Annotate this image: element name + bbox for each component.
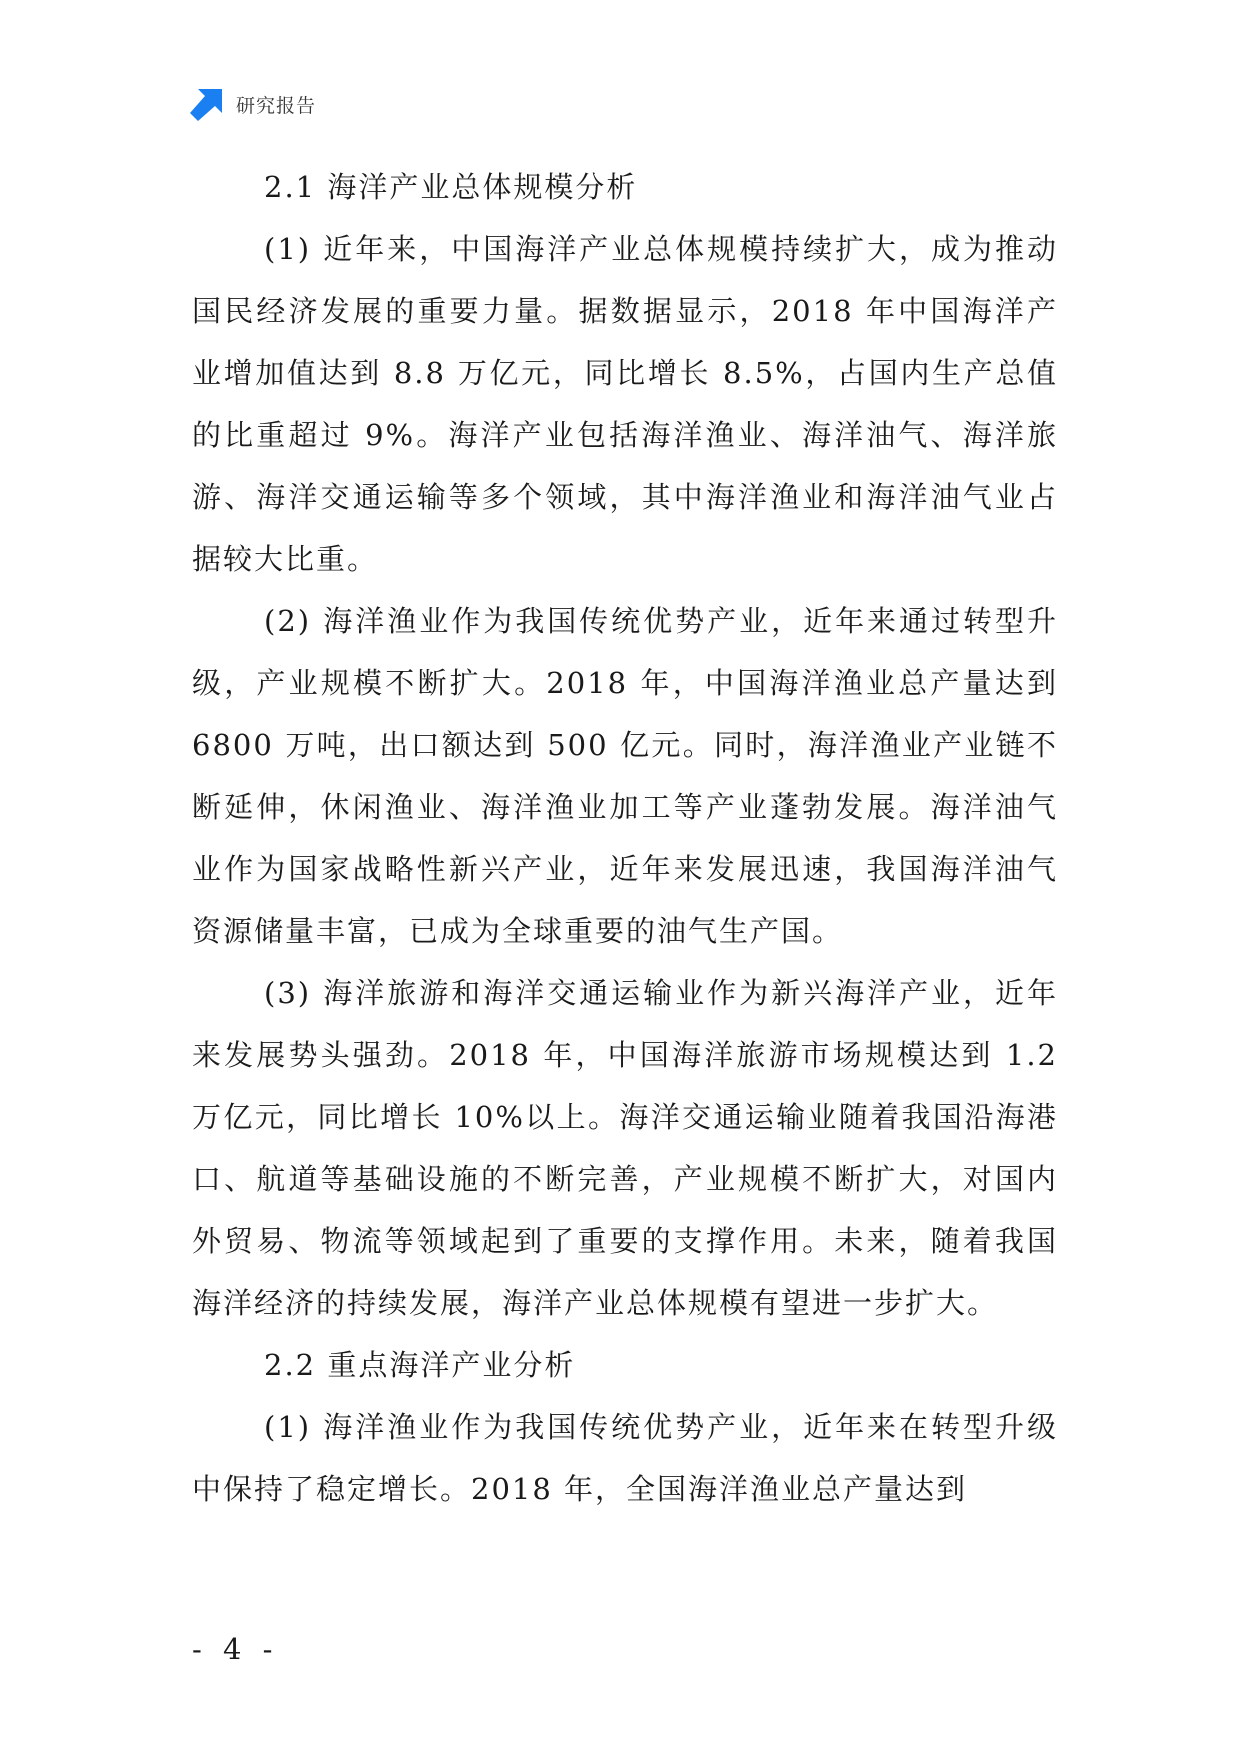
document-body — [192, 156, 1058, 1520]
arrow-up-right-icon — [190, 87, 224, 121]
page-number: - 4 - — [192, 1632, 279, 1666]
section-heading: 2.2 重点海洋产业分析 — [264, 1348, 576, 1382]
section-heading: 2.1 海洋产业总体规模分析 — [264, 170, 638, 204]
paragraph: (1) 近年来，中国海洋产业总体规模持续扩大，成为推动国民经济发展的重要力量。据数据显示，2018 年中国海洋产业增加值达到 8.8 万亿元，同比增长 8.5%，占国内生产总值的比重超过 9%。海洋产业包括海洋渔业、海洋油气、海洋旅游、海洋交通运输等多个领域，其中海洋渔业和海洋油气业占据较大比重。 — [192, 232, 1058, 576]
report-label: 研究报告 — [236, 94, 317, 117]
paragraph: (3) 海洋旅游和海洋交通运输业作为新兴海洋产业，近年来发展势头强劲。2018 年，中国海洋旅游市场规模达到 1.2 万亿元，同比增长 10%以上。海洋交通运输业随着我国沿海港口、航道等基础设施的不断完善，产业规模不断扩大，对国内外贸易、物流等领域起到了重要的支撑作用。未来，随着我国海洋经济的持续发展，海洋产业总体规模有望进一步扩大。 — [192, 976, 1058, 1320]
paragraph: (1) 海洋渔业作为我国传统优势产业，近年来在转型升级中保持了稳定增长。2018 年，全国海洋渔业总产量达到 — [192, 1410, 1058, 1506]
page-header — [190, 86, 316, 122]
paragraph: (2) 海洋渔业作为我国传统优势产业，近年来通过转型升级，产业规模不断扩大。2018 年，中国海洋渔业总产量达到 6800 万吨，出口额达到 500 亿元。同时，海洋渔业产业链不断延伸，休闲渔业、海洋渔业加工等产业蓬勃发展。海洋油气业作为国家战略性新兴产业，近年来发展迅速，我国海洋油气资源储量丰富，已成为全球重要的油气生产国。 — [192, 604, 1058, 948]
